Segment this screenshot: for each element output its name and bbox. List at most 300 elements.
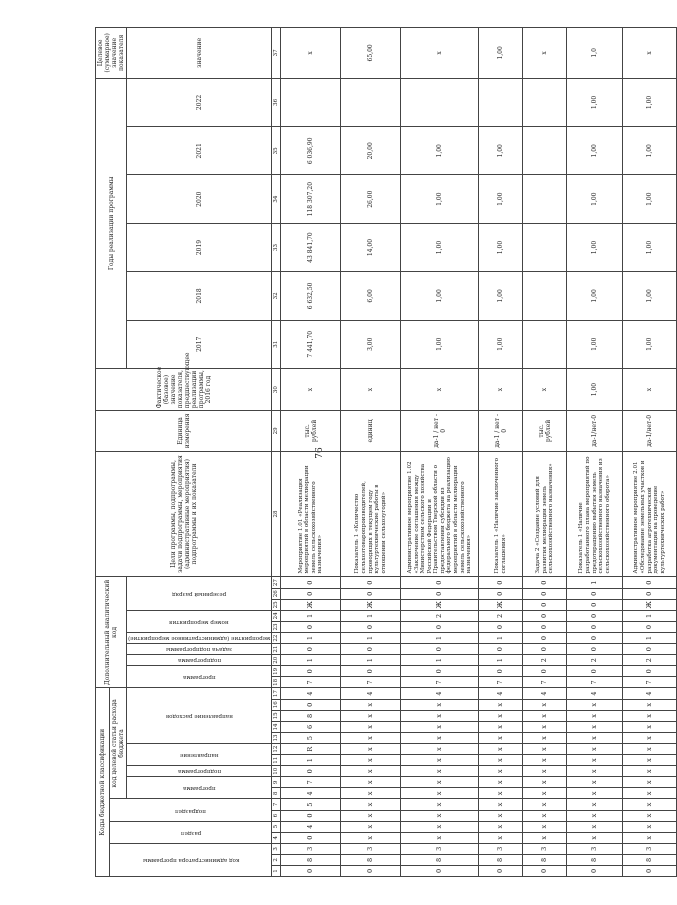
- code-digit: 8: [281, 710, 341, 721]
- header-add-subprogram: подпрограмма: [127, 655, 272, 666]
- code-digit: 1: [281, 755, 341, 766]
- row-year-value: [281, 78, 341, 126]
- code-digit: 2: [567, 655, 623, 666]
- code-digit: х: [567, 710, 623, 721]
- header-target-code: код целевой статьи расхода бюджета: [110, 688, 127, 799]
- code-digit: Ж: [479, 599, 523, 610]
- row-final-value: 65,00: [341, 28, 401, 79]
- row-name: Показатель 1 «Наличие разработанного плана мероприятий по предотвращению выбытия земель сельскохозяйственного назначения из сельскохозяйственного оборота»: [567, 451, 623, 577]
- code-digit: х: [479, 799, 523, 810]
- code-digit: 8: [281, 854, 341, 865]
- code-digit: 0: [523, 865, 567, 876]
- column-number: 9: [272, 777, 281, 788]
- column-number: 21: [272, 644, 281, 655]
- code-digit: х: [623, 766, 677, 777]
- column-number: 1: [272, 865, 281, 876]
- code-digit: х: [523, 710, 567, 721]
- row-year-value: 1,00: [623, 272, 677, 320]
- code-digit: 0: [623, 865, 677, 876]
- row-year-value: [523, 127, 567, 175]
- code-digit: х: [341, 766, 401, 777]
- header-year-2018: 2018: [127, 272, 272, 320]
- code-digit: х: [401, 721, 479, 732]
- row-base-value: х: [341, 368, 401, 410]
- code-digit: 3: [523, 843, 567, 854]
- row-year-value: 1,00: [479, 320, 523, 368]
- row-final-value: 1,0: [567, 28, 623, 79]
- row-year-value: 1,00: [567, 127, 623, 175]
- code-digit: 0: [401, 588, 479, 599]
- header-add-program: программа: [127, 666, 272, 688]
- row-base-value: 1,00: [567, 368, 623, 410]
- code-digit: х: [401, 710, 479, 721]
- row-base-value: х: [401, 368, 479, 410]
- row-unit: единиц: [341, 411, 401, 451]
- code-digit: 0: [523, 588, 567, 599]
- code-digit: 0: [281, 832, 341, 843]
- code-digit: 3: [281, 843, 341, 854]
- code-digit: х: [567, 732, 623, 743]
- code-digit: 8: [401, 854, 479, 865]
- code-digit: 0: [401, 577, 479, 588]
- code-digit: х: [341, 721, 401, 732]
- code-digit: 8: [523, 854, 567, 865]
- row-base-value: х: [523, 368, 567, 410]
- column-number: 35: [272, 127, 281, 175]
- code-digit: х: [401, 821, 479, 832]
- code-digit: х: [623, 755, 677, 766]
- code-digit: 4: [401, 688, 479, 699]
- code-digit: 0: [281, 621, 341, 632]
- column-number: 33: [272, 223, 281, 271]
- column-number: 8: [272, 788, 281, 799]
- code-digit: 0: [567, 666, 623, 677]
- code-digit: х: [479, 832, 523, 843]
- column-number: 7: [272, 799, 281, 810]
- column-number: 31: [272, 320, 281, 368]
- code-digit: х: [623, 799, 677, 810]
- code-digit: 0: [523, 610, 567, 621]
- row-final-value: 1,00: [479, 28, 523, 79]
- code-digit: 3: [479, 843, 523, 854]
- code-digit: х: [523, 744, 567, 755]
- code-digit: 0: [281, 577, 341, 588]
- code-digit: 0: [623, 588, 677, 599]
- code-digit: х: [567, 699, 623, 710]
- code-digit: Ж: [623, 599, 677, 610]
- code-digit: 0: [341, 577, 401, 588]
- row-year-value: [341, 78, 401, 126]
- row-unit: да-1 / нет - 0: [479, 411, 523, 451]
- code-digit: х: [623, 744, 677, 755]
- code-digit: 0: [401, 865, 479, 876]
- code-digit: 1: [341, 610, 401, 621]
- header-target-subprogram: подпрограмма: [127, 766, 272, 777]
- column-number: 13: [272, 732, 281, 743]
- code-digit: 3: [401, 843, 479, 854]
- row-year-value: 1,00: [567, 320, 623, 368]
- row-year-value: [523, 175, 567, 223]
- row-year-value: 20,00: [341, 127, 401, 175]
- code-digit: 8: [567, 854, 623, 865]
- code-digit: х: [479, 699, 523, 710]
- column-number: 14: [272, 721, 281, 732]
- code-digit: х: [401, 788, 479, 799]
- code-digit: 0: [281, 766, 341, 777]
- code-digit: х: [567, 788, 623, 799]
- header-section: раздел: [110, 821, 272, 843]
- code-digit: 3: [567, 843, 623, 854]
- code-digit: х: [567, 721, 623, 732]
- code-digit: х: [341, 788, 401, 799]
- code-digit: х: [523, 777, 567, 788]
- code-digit: х: [341, 710, 401, 721]
- column-number: 2: [272, 854, 281, 865]
- row-year-value: 1,00: [401, 127, 479, 175]
- column-number: 30: [272, 368, 281, 410]
- column-number: 27: [272, 577, 281, 588]
- row-name: Административное мероприятие 2.01 «Обследование земельных участков и разработка агротехнической документации на проведение культуртехнических работ»: [623, 451, 677, 577]
- code-digit: 4: [523, 688, 567, 699]
- column-number: 16: [272, 699, 281, 710]
- code-digit: х: [401, 766, 479, 777]
- table-row: [401, 28, 479, 877]
- code-digit: 2: [523, 655, 567, 666]
- code-digit: х: [623, 810, 677, 821]
- code-digit: 0: [623, 666, 677, 677]
- code-digit: 8: [623, 854, 677, 865]
- row-year-value: 1,00: [401, 272, 479, 320]
- row-year-value: 1,00: [401, 175, 479, 223]
- column-number: 19: [272, 666, 281, 677]
- row-final-value: х: [401, 28, 479, 79]
- header-final-value: значение: [127, 28, 272, 79]
- code-digit: 4: [281, 788, 341, 799]
- table-row: [341, 28, 401, 877]
- code-digit: х: [523, 821, 567, 832]
- code-digit: х: [623, 732, 677, 743]
- code-digit: х: [341, 777, 401, 788]
- column-number: 26: [272, 588, 281, 599]
- code-digit: 5: [281, 732, 341, 743]
- code-digit: х: [479, 732, 523, 743]
- code-digit: х: [567, 755, 623, 766]
- code-digit: 0: [479, 865, 523, 876]
- row-year-value: 1,00: [401, 223, 479, 271]
- code-digit: 4: [567, 688, 623, 699]
- column-number: 34: [272, 175, 281, 223]
- code-digit: 1: [281, 633, 341, 644]
- code-digit: х: [341, 810, 401, 821]
- table-body: [281, 28, 677, 877]
- header-year-2021: 2021: [127, 127, 272, 175]
- header-years-group: Годы реализации программы: [96, 78, 127, 368]
- row-name: Показатель 1 «Наличие заключенного соглашения»: [479, 451, 523, 577]
- code-digit: х: [623, 777, 677, 788]
- code-digit: х: [623, 832, 677, 843]
- row-year-value: 3,00: [341, 320, 401, 368]
- code-digit: 4: [281, 688, 341, 699]
- header-subsection: подраздел: [110, 799, 272, 821]
- column-number: 17: [272, 688, 281, 699]
- row-year-value: 1,00: [623, 78, 677, 126]
- row-unit: да-1/нет-0: [623, 411, 677, 451]
- row-year-value: 1,00: [479, 223, 523, 271]
- code-digit: 1: [341, 655, 401, 666]
- row-year-value: 1,00: [567, 223, 623, 271]
- code-digit: 0: [341, 621, 401, 632]
- row-base-value: х: [479, 368, 523, 410]
- code-digit: 0: [523, 577, 567, 588]
- row-year-value: 6,00: [341, 272, 401, 320]
- header-add-reserve: резервный разряд: [127, 577, 272, 610]
- code-digit: 1: [281, 655, 341, 666]
- code-digit: 4: [281, 821, 341, 832]
- table-row: [567, 28, 623, 877]
- code-digit: 7: [401, 677, 479, 688]
- code-digit: х: [623, 821, 677, 832]
- code-digit: 0: [401, 621, 479, 632]
- code-digit: х: [523, 699, 567, 710]
- row-unit: да-1 / нет - 0: [401, 411, 479, 451]
- row-year-value: 14,00: [341, 223, 401, 271]
- header-unit: Единица измерения: [96, 411, 272, 451]
- code-digit: 0: [281, 810, 341, 821]
- code-digit: 0: [479, 577, 523, 588]
- code-digit: 0: [341, 865, 401, 876]
- row-year-value: 1,00: [623, 127, 677, 175]
- code-digit: 1: [401, 633, 479, 644]
- code-digit: 0: [623, 644, 677, 655]
- column-number: 20: [272, 655, 281, 666]
- header-base-year: Фактическое (базовое) значение показателя, предшествующее реализации программы, 2016 год: [96, 368, 272, 410]
- column-number: 32: [272, 272, 281, 320]
- code-digit: х: [479, 744, 523, 755]
- code-digit: Ж: [281, 599, 341, 610]
- code-digit: х: [479, 721, 523, 732]
- program-table: [95, 27, 677, 877]
- code-digit: х: [341, 755, 401, 766]
- code-digit: 0: [567, 865, 623, 876]
- column-number: 6: [272, 810, 281, 821]
- header-year-2019: 2019: [127, 223, 272, 271]
- row-year-value: 1,00: [479, 272, 523, 320]
- code-digit: х: [341, 699, 401, 710]
- code-digit: 7: [341, 677, 401, 688]
- code-digit: 0: [567, 644, 623, 655]
- code-digit: х: [523, 799, 567, 810]
- row-year-value: 1,00: [479, 175, 523, 223]
- column-number: 11: [272, 755, 281, 766]
- header-admin-code: код администратора программы: [110, 843, 272, 876]
- header-target-direction: направление: [127, 744, 272, 766]
- row-year-value: 7 441,70: [281, 320, 341, 368]
- row-unit: тыс. рублей: [523, 411, 567, 451]
- row-name: Задача 2 «Создание условий для развития мелиорации земель сельскохозяйственного назначения»: [523, 451, 567, 577]
- code-digit: 1: [623, 610, 677, 621]
- code-digit: R: [281, 744, 341, 755]
- table-row: [623, 28, 677, 877]
- column-number: 18: [272, 677, 281, 688]
- row-year-value: [479, 78, 523, 126]
- row-year-value: 1,00: [623, 223, 677, 271]
- row-unit: тыс. рублей: [281, 411, 341, 451]
- code-digit: х: [523, 755, 567, 766]
- code-digit: х: [401, 699, 479, 710]
- code-digit: х: [479, 788, 523, 799]
- rotated-table-container: [95, 27, 666, 877]
- table-row: [479, 28, 523, 877]
- column-number: 4: [272, 832, 281, 843]
- column-number-row: [272, 28, 281, 877]
- code-digit: 0: [401, 666, 479, 677]
- header-year-2022: 2022: [127, 78, 272, 126]
- row-year-value: 26,00: [341, 175, 401, 223]
- code-digit: 0: [281, 644, 341, 655]
- row-year-value: 6 036,90: [281, 127, 341, 175]
- column-number: 15: [272, 710, 281, 721]
- row-year-value: [523, 272, 567, 320]
- code-digit: 1: [567, 577, 623, 588]
- code-digit: х: [567, 799, 623, 810]
- code-digit: 0: [401, 644, 479, 655]
- code-digit: х: [401, 755, 479, 766]
- header-additional-code: Дополнительный аналитический код: [96, 577, 127, 688]
- code-digit: х: [479, 766, 523, 777]
- code-digit: х: [479, 810, 523, 821]
- column-number: 28: [272, 451, 281, 577]
- code-digit: х: [623, 721, 677, 732]
- row-year-value: 6 632,50: [281, 272, 341, 320]
- row-name: Показатель 1 «Количество сельхозтоваропроизводителей, проводящих в текущем году культуртехнические работы в отношении сельхозугодий»: [341, 451, 401, 577]
- code-digit: 0: [479, 644, 523, 655]
- code-digit: х: [401, 832, 479, 843]
- row-year-value: [523, 320, 567, 368]
- code-digit: х: [479, 777, 523, 788]
- code-digit: 8: [479, 854, 523, 865]
- code-digit: х: [401, 732, 479, 743]
- code-digit: 0: [567, 610, 623, 621]
- code-digit: 0: [479, 666, 523, 677]
- row-name: Мероприятие 1.01 «Реализация мероприятий в области мелиорации земель сельскохозяйственного назначения»: [281, 451, 341, 577]
- code-digit: х: [567, 744, 623, 755]
- code-digit: 4: [341, 688, 401, 699]
- code-digit: 0: [281, 699, 341, 710]
- code-digit: 1: [479, 655, 523, 666]
- code-digit: 0: [523, 666, 567, 677]
- header-budget-codes: Коды бюджетной классификации: [96, 688, 110, 877]
- column-number: 12: [272, 744, 281, 755]
- code-digit: х: [623, 710, 677, 721]
- column-number: 3: [272, 843, 281, 854]
- code-digit: х: [341, 832, 401, 843]
- row-year-value: 1,00: [623, 175, 677, 223]
- row-year-value: [523, 223, 567, 271]
- column-number: 10: [272, 766, 281, 777]
- code-digit: 8: [341, 854, 401, 865]
- code-digit: х: [341, 821, 401, 832]
- code-digit: х: [341, 744, 401, 755]
- row-year-value: 1,00: [567, 272, 623, 320]
- code-digit: х: [341, 732, 401, 743]
- code-digit: х: [623, 699, 677, 710]
- code-digit: 0: [623, 621, 677, 632]
- row-unit: да-1/нет-0: [567, 411, 623, 451]
- code-digit: 0: [479, 588, 523, 599]
- column-number: 37: [272, 28, 281, 79]
- row-year-value: 1,00: [567, 78, 623, 126]
- code-digit: х: [401, 810, 479, 821]
- code-digit: 1: [623, 633, 677, 644]
- code-digit: х: [523, 832, 567, 843]
- row-final-value: х: [523, 28, 567, 79]
- code-digit: х: [567, 832, 623, 843]
- code-digit: х: [623, 788, 677, 799]
- row-base-value: х: [623, 368, 677, 410]
- code-digit: 0: [281, 588, 341, 599]
- row-year-value: [523, 78, 567, 126]
- code-digit: Ж: [401, 599, 479, 610]
- row-year-value: 1,00: [623, 320, 677, 368]
- code-digit: х: [567, 766, 623, 777]
- column-number: 25: [272, 599, 281, 610]
- header-year-2017: 2017: [127, 320, 272, 368]
- row-base-value: х: [281, 368, 341, 410]
- code-digit: 0: [281, 865, 341, 876]
- row-year-value: 118 307,20: [281, 175, 341, 223]
- code-digit: 2: [401, 610, 479, 621]
- code-digit: х: [567, 810, 623, 821]
- code-digit: х: [401, 744, 479, 755]
- header-target-program: программа: [127, 777, 272, 799]
- row-year-value: 1,00: [567, 175, 623, 223]
- code-digit: 2: [623, 655, 677, 666]
- code-digit: 0: [523, 644, 567, 655]
- table-row: [523, 28, 567, 877]
- header-add-event-num: номер мероприятия: [127, 610, 272, 632]
- code-digit: х: [567, 777, 623, 788]
- table-row: [281, 28, 341, 877]
- code-digit: 7: [479, 677, 523, 688]
- code-digit: х: [479, 755, 523, 766]
- column-number: 5: [272, 821, 281, 832]
- code-digit: 3: [341, 843, 401, 854]
- code-digit: 1: [341, 633, 401, 644]
- code-digit: 7: [623, 677, 677, 688]
- code-digit: х: [401, 799, 479, 810]
- row-year-value: 43 841,70: [281, 223, 341, 271]
- code-digit: х: [479, 710, 523, 721]
- header-target-expenses: направление расходов: [127, 688, 272, 744]
- code-digit: 1: [401, 655, 479, 666]
- column-number: 36: [272, 78, 281, 126]
- row-year-value: [401, 78, 479, 126]
- row-final-value: х: [623, 28, 677, 79]
- code-digit: 0: [341, 644, 401, 655]
- code-digit: 4: [479, 688, 523, 699]
- code-digit: х: [401, 777, 479, 788]
- code-digit: х: [523, 766, 567, 777]
- code-digit: 6: [281, 721, 341, 732]
- code-digit: 0: [341, 588, 401, 599]
- code-digit: х: [523, 788, 567, 799]
- row-year-value: 1,00: [479, 127, 523, 175]
- header-add-task: задача подпрограммы: [127, 644, 272, 655]
- code-digit: х: [523, 732, 567, 743]
- code-digit: 2: [479, 610, 523, 621]
- code-digit: 7: [567, 677, 623, 688]
- code-digit: 0: [623, 577, 677, 588]
